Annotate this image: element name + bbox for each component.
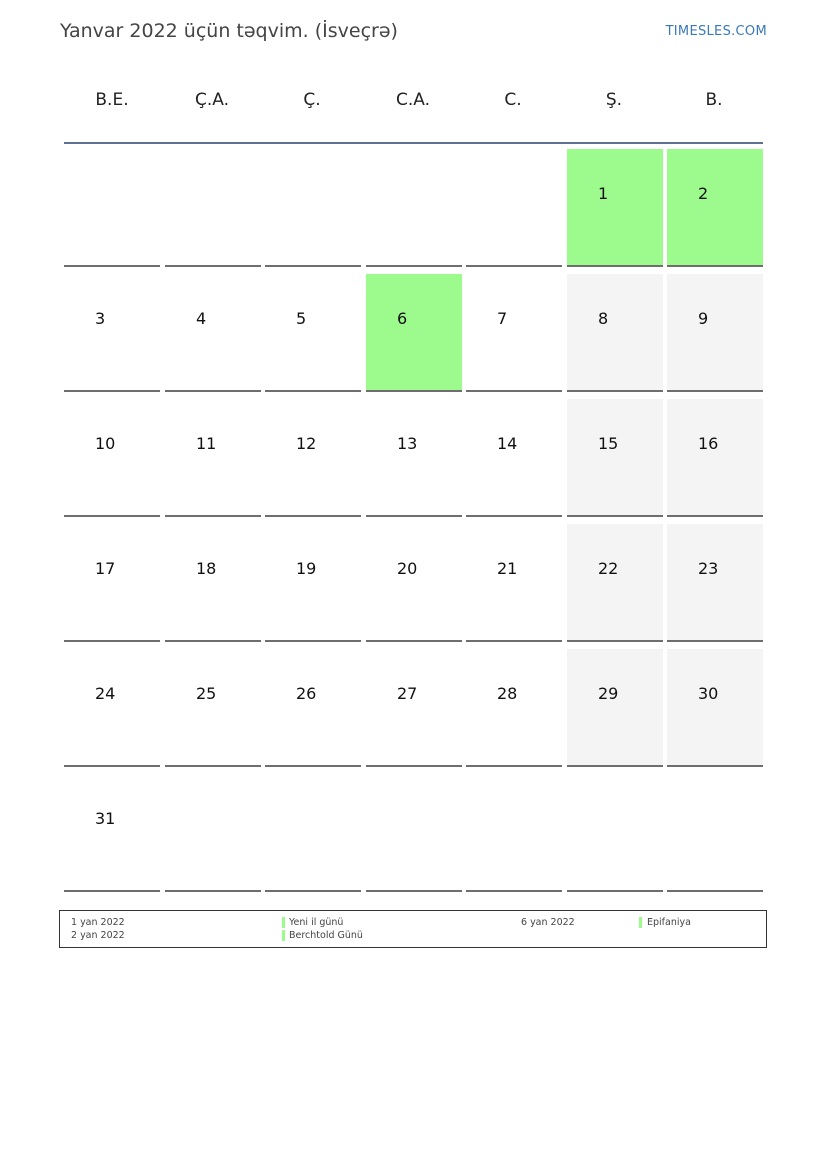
legend-date: 6 yan 2022 — [521, 917, 575, 928]
day-number: 12 — [296, 434, 317, 453]
day-number: 8 — [598, 309, 609, 328]
legend-holiday-name: Yeni il günü — [289, 917, 344, 928]
legend-date: 2 yan 2022 — [71, 930, 125, 941]
day-cell-empty — [366, 774, 462, 892]
weekday-label: C.A. — [395, 90, 430, 110]
day-cell — [165, 399, 261, 517]
day-number: 27 — [397, 684, 418, 703]
day-cell — [265, 524, 361, 642]
day-cell-empty — [466, 149, 562, 267]
legend-holiday-marker — [639, 917, 642, 928]
day-number: 31 — [95, 809, 116, 828]
day-cell-holiday — [366, 274, 462, 392]
day-cell — [165, 274, 261, 392]
day-cell — [466, 524, 562, 642]
day-number: 11 — [196, 434, 217, 453]
day-number: 2 — [698, 184, 709, 203]
legend-holiday-marker — [282, 930, 285, 941]
day-number: 5 — [296, 309, 307, 328]
weekday-label: B. — [705, 90, 723, 110]
day-number: 7 — [497, 309, 508, 328]
day-number: 23 — [698, 559, 719, 578]
day-number: 29 — [598, 684, 619, 703]
day-cell-empty — [366, 149, 462, 267]
day-cell — [64, 399, 160, 517]
day-cell — [165, 649, 261, 767]
day-number: 16 — [698, 434, 719, 453]
day-cell — [265, 274, 361, 392]
day-cell-empty — [265, 774, 361, 892]
day-cell — [64, 274, 160, 392]
weekday-label: Ç.A. — [194, 90, 229, 110]
day-cell — [265, 399, 361, 517]
day-cell — [64, 649, 160, 767]
day-cell-empty — [567, 774, 663, 892]
day-cell — [466, 274, 562, 392]
day-number: 22 — [598, 559, 619, 578]
weekday-label: Ç. — [303, 90, 321, 110]
day-number: 3 — [95, 309, 106, 328]
day-number: 6 — [397, 309, 408, 328]
weekday-label: B.E. — [95, 90, 129, 110]
legend-date: 1 yan 2022 — [71, 917, 125, 928]
day-cell — [466, 649, 562, 767]
day-number: 13 — [397, 434, 418, 453]
legend-holiday-marker — [282, 917, 285, 928]
weekday-label: Ş. — [605, 90, 623, 110]
day-number: 28 — [497, 684, 518, 703]
legend-holiday-name: Epifaniya — [647, 917, 691, 928]
day-number: 10 — [95, 434, 116, 453]
day-cell-empty — [265, 149, 361, 267]
day-cell-weekend — [667, 649, 763, 767]
day-cell-holiday — [667, 149, 763, 267]
day-cell-weekend — [667, 274, 763, 392]
legend-holiday-name: Berchtold Günü — [289, 930, 363, 941]
day-cell-empty — [64, 149, 160, 267]
brand-link[interactable]: TIMESLES.COM — [665, 24, 767, 39]
day-cell-weekend — [667, 524, 763, 642]
day-number: 24 — [95, 684, 116, 703]
day-number: 19 — [296, 559, 317, 578]
day-cell — [466, 399, 562, 517]
day-number: 26 — [296, 684, 317, 703]
day-cell-weekend — [567, 524, 663, 642]
day-number: 18 — [196, 559, 217, 578]
day-cell — [366, 399, 462, 517]
day-cell — [366, 649, 462, 767]
day-number: 17 — [95, 559, 116, 578]
day-cell — [165, 524, 261, 642]
day-cell-weekend — [567, 274, 663, 392]
day-cell-empty — [466, 774, 562, 892]
day-number: 1 — [598, 184, 609, 203]
day-cell-empty — [667, 774, 763, 892]
day-cell-weekend — [567, 399, 663, 517]
day-number: 21 — [497, 559, 518, 578]
day-cell — [64, 524, 160, 642]
day-number: 14 — [497, 434, 518, 453]
weekday-label: C. — [504, 90, 522, 110]
day-cell-holiday — [567, 149, 663, 267]
day-cell — [265, 649, 361, 767]
page-title: Yanvar 2022 üçün təqvim. (İsveçrə) — [60, 20, 398, 42]
header-divider — [64, 142, 763, 144]
day-number: 30 — [698, 684, 719, 703]
day-number: 25 — [196, 684, 217, 703]
day-cell — [64, 774, 160, 892]
day-number: 9 — [698, 309, 709, 328]
day-cell-empty — [165, 149, 261, 267]
day-cell-weekend — [567, 649, 663, 767]
weekday-header — [64, 90, 764, 120]
day-number: 20 — [397, 559, 418, 578]
day-number: 4 — [196, 309, 207, 328]
day-cell-empty — [165, 774, 261, 892]
holiday-legend — [59, 910, 767, 948]
day-cell — [366, 524, 462, 642]
day-number: 15 — [598, 434, 619, 453]
day-cell-weekend — [667, 399, 763, 517]
